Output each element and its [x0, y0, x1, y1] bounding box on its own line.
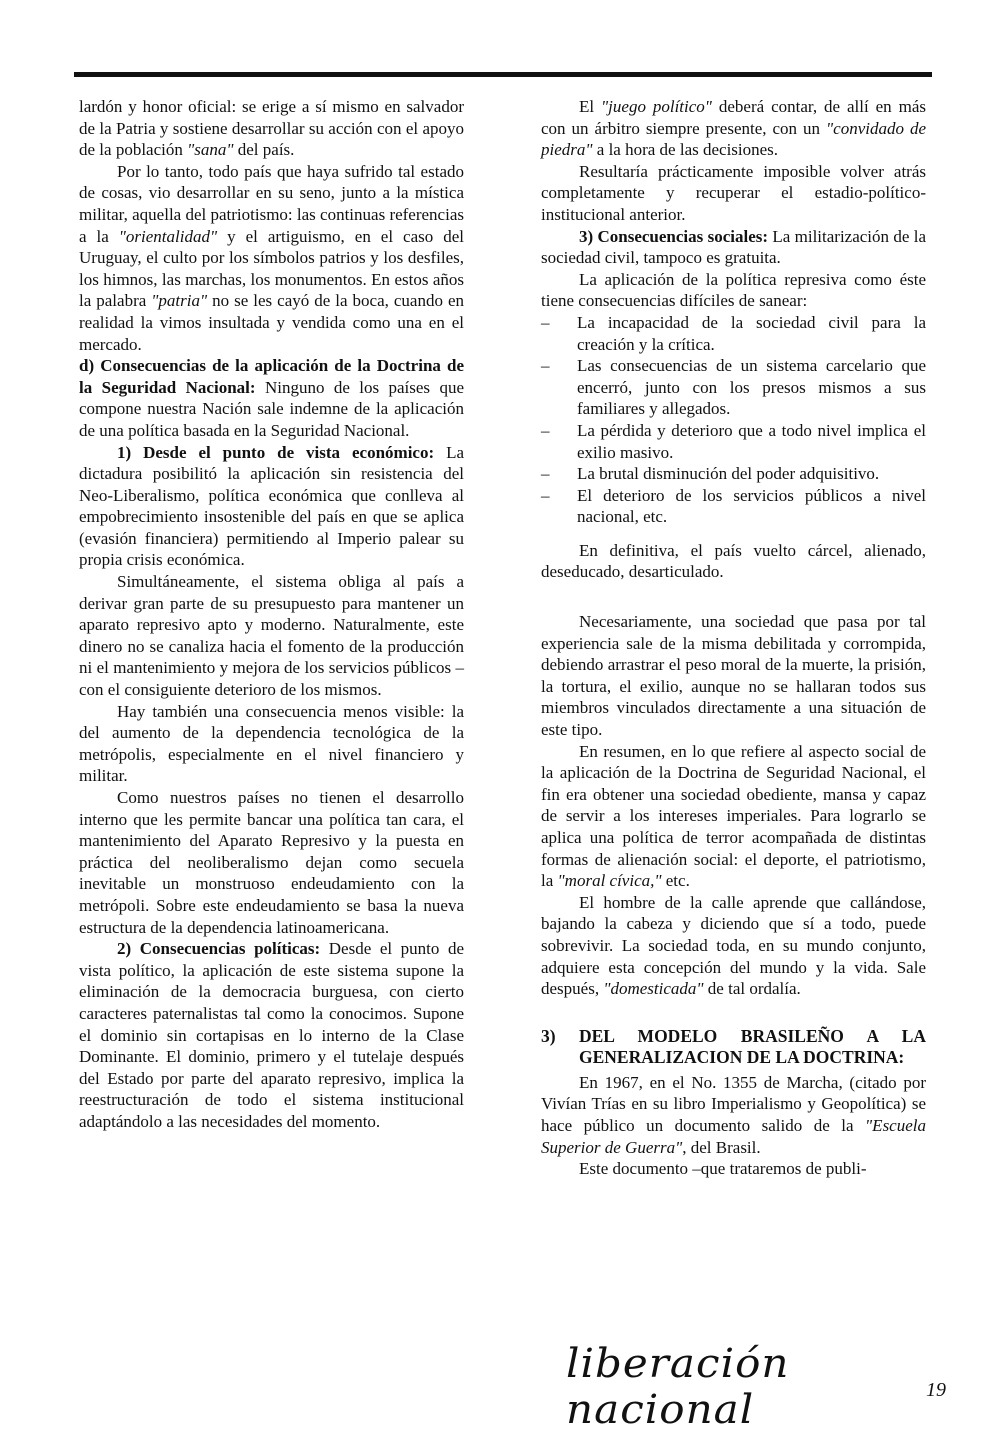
dash-marker: –: [541, 485, 550, 505]
section-political: 2) Consecuencias políticas: Desde el punto de vista político, la aplicación de este sistema supone la eliminación de la democracia burguesa, con cierto caracteres paternalistas tal como la conocimos. Supone el dominio sin cortapisas en lo interno de la Clase Dominante. El dominio, primero y el tutelaje después del Estado por parte del aparato represivo, implica la reestructuración de todo el sistema institucional adaptándolo a las necesidades del momento.: [79, 939, 464, 1131]
paragraph: Este documento –que trataremos de publi-: [579, 1159, 867, 1179]
dash-marker: –: [541, 312, 550, 332]
paragraph: En definitiva, el país vuelto cárcel, alienado, deseducado, desarticulado.: [541, 540, 926, 582]
paragraph: Por lo tanto, todo país que haya sufrido tal estado de cosas, vio desarrollar en su seno, junto a la mística militar, aquella del patriotismo: las continuas referencias a la "orientalidad" y el artiguismo, en el caso del Uruguay, el culto por los símbolos patrios y los desfiles, los himnos, las marchas, los monumentos. En estos años la palabra "patria" no se les cayó de la boca, cuando en realidad la vimos insultada y vendida como una en el mercado.: [79, 161, 465, 354]
section-social: 3) Consecuencias sociales: La militarización de la sociedad civil, tampoco es gratuita.: [541, 226, 926, 268]
list-item: – Las consecuencias de un sistema carcelario que encerró, junto con los presos mismos a sus familiares y allegados.: [541, 356, 926, 419]
section-heading-number: 3): [541, 1025, 556, 1046]
paragraph: En resumen, en lo que refiere al aspecto social de la aplicación de la Doctrina de Seguridad Nacional, el fin era obtener una sociedad obediente, mansa y capaz de servir a los intereses imperiales. Para lograrlo se aplica una política de terror acompañada de distintas formas de alienación social: el deporte, el patriotismo, la "moral cívica," etc.: [541, 741, 926, 891]
list-item: – El deterioro de los servicios públicos a nivel nacional, etc.: [541, 485, 926, 527]
paragraph: La aplicación de la política represiva como éste tiene consecuencias difíciles de sanear:: [541, 269, 926, 311]
paragraph: Hay también una consecuencia menos visible: la del aumento de la dependencia tecnológica de la metrópolis, especialmente en el nivel financiero y militar.: [79, 701, 464, 786]
paragraph: En 1967, en el No. 1355 de Marcha, (citado por Vivían Trías en su libro Imperialismo y Geopolítica) se hace público un documento salido de la "Escuela Superior de Guerra", del Brasil.: [541, 1072, 926, 1157]
list-item: – La brutal disminución del poder adquisitivo.: [541, 464, 880, 484]
emphasis: "moral cívica,": [557, 871, 662, 891]
magazine-logo: liberación nacional: [566, 1341, 790, 1433]
dash-marker: –: [541, 420, 550, 440]
emphasis: "sana": [187, 140, 234, 160]
top-rule: [74, 72, 932, 77]
dash-marker: –: [541, 356, 550, 376]
dash-marker: –: [541, 464, 550, 484]
emphasis: "Escuela Superior de Guerra": [541, 1115, 926, 1157]
list-item: – La incapacidad de la sociedad civil para la creación y la crítica.: [541, 312, 926, 354]
section-d-label: d) Consecuencias de la aplicación de la Doctrina de la Seguridad Nacional:: [79, 356, 464, 397]
paragraph: El hombre de la calle aprende que callándose, bajando la cabeza y diciendo que sí a todo, puede sobrevivir. La sociedad toda, en su mundo conjunto, adquiere esta concepción del mundo y la vida. Sale después, "domesticada" de tal ordalía.: [541, 892, 926, 999]
emphasis: "orientalidad": [118, 226, 218, 246]
page-number: 19: [926, 1378, 946, 1401]
section-political-label: 2) Consecuencias políticas:: [117, 939, 321, 959]
paragraph: El "juego político" deberá contar, de allí en más con un árbitro siempre presente, con un "convidado de piedra" a la hora de las decisiones.: [541, 97, 927, 160]
section-heading: [541, 1026, 926, 1068]
paragraph: Resultaría prácticamente imposible volver atrás completamente y recuperar el estadio-político-institucional anterior.: [541, 161, 926, 224]
section-social-label: 3) Consecuencias sociales:: [579, 226, 769, 246]
page-footer: [566, 1341, 946, 1433]
paragraph: lardón y honor oficial: se erige a sí mismo en salvador de la Patria y sostiene desarrollar su acción con el apoyo de la población "sana" del país.: [79, 97, 464, 160]
emphasis: "juego político": [601, 97, 712, 116]
section-heading-text: DEL MODELO BRASILEÑO A LA GENERALIZACION DE LA DOCTRINA:: [579, 1025, 926, 1067]
emphasis: "convidado de piedra": [541, 118, 927, 160]
list-item: – La pérdida y deterioro que a todo nivel implica el exilio masivo.: [541, 420, 926, 462]
emphasis: "domesticada": [603, 979, 704, 999]
left-column: [79, 96, 464, 1133]
emphasis: "patria": [151, 291, 208, 311]
section-economic-label: 1) Desde el punto de vista económico:: [117, 442, 435, 462]
right-column: [541, 96, 926, 1180]
paragraph: Simultáneamente, el sistema obliga al país a derivar gran parte de su presupuesto para mantener un aparato represivo apto y moderno. Naturalmente, este dinero no se canaliza hacia el fomento de la producción ni el mantenimiento y mejora de los servicios públicos –con el consiguiente deterioro de los mismos.: [79, 572, 464, 700]
paragraph: Como nuestros países no tienen el desarrollo interno que les permite bancar una política tan cara, el mantenimiento del Aparato Represivo y la puesta en práctica del neoliberalismo dejan como secuela inevitable un monstruoso endeudamiento con la metrópoli. Sobre este endeudamiento se basa la nueva estructura de la dependencia latinoamericana.: [79, 788, 464, 937]
section-economic: 1) Desde el punto de vista económico: La dictadura posibilitó la aplicación sin resistencia del Neo-Liberalismo, política económica que conlleva al empobrecimiento insostenible del país en que se aplica (evasión financiera) permitiendo al Imperio palear su propia crisis económica.: [79, 442, 465, 570]
section-d: d) Consecuencias de la aplicación de la Doctrina de la Seguridad Nacional: Ninguno de los países que compone nuestra Nación sale indemne de la aplicación de una política basada en la Seguridad Nacional.: [79, 356, 464, 440]
paragraph: Necesariamente, una sociedad que pasa por tal experiencia sale de la misma debilitada y corrompida, debiendo arrastrar el peso moral de la muerte, la prisión, la tortura, el exilio, aunque no se hallaran todos sus miembros vinculados directamente a una situación de este tipo.: [541, 612, 926, 740]
